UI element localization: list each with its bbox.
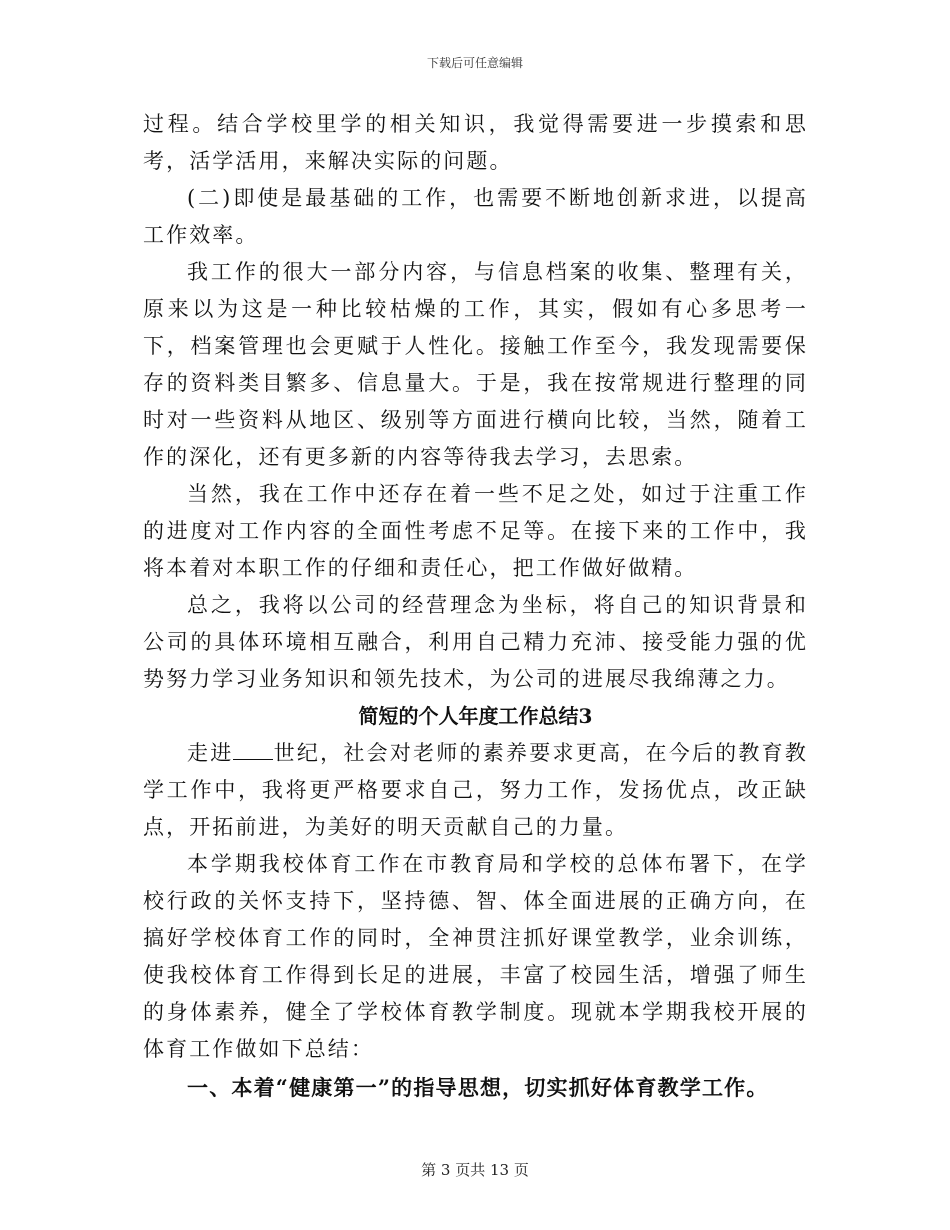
paragraph-1: 过程。结合学校里学的相关知识，我觉得需要进一步摸索和思考，活学活用，来解决实际的问题。 (143, 112, 808, 173)
paragraph-7: 本学期我校体育工作在市教育局和学校的总体布署下，在学校行政的关怀支持下，坚持德、智、体全面进展的正确方向，在搞好学校体育工作的同时，全神贯注抓好课堂教学，业余训练，使我校体育工作得到长足的进展，丰富了校园生活，增强了师生的身体素养，健全了学校体育教学制度。现就本学期我校开展的体育工作做如下总结： (143, 852, 808, 1061)
document-body (143, 106, 808, 1108)
paragraph-6-start: 走进 (187, 741, 234, 765)
fill-in-blank (233, 741, 273, 760)
page-footer: 第 3 页共 13 页 (421, 1161, 529, 1179)
paragraph-2: (二)即使是最基础的工作，也需要不断地创新求进，以提高工作效率。 (143, 186, 808, 247)
paragraph-6 (143, 735, 808, 846)
paragraph-5: 总之，我将以公司的经营理念为坐标，将自己的知识背景和公司的具体环境相互融合，利用自己精力充沛、接受能力强的优势努力学习业务知识和领先技术，为公司的进展尽我绵薄之力。 (143, 593, 808, 691)
paragraph-4: 当然，我在工作中还存在着一些不足之处，如过于注重工作的进度对工作内容的全面性考虑不足等。在接下来的工作中，我将本着对本职工作的仔细和责任心，把工作做好做精。 (143, 482, 808, 580)
paragraph-3: 我工作的很大一部分内容，与信息档案的收集、整理有关，原来以为这是一种比较枯燥的工作，其实，假如有心多思考一下，档案管理也会更赋于人性化。接触工作至今，我发现需要保存的资料类目繁多、信息量大。于是，我在按常规进行整理的同时对一些资料从地区、级别等方面进行横向比较，当然，随着工作的深化，还有更多新的内容等待我去学习，去思索。 (143, 260, 808, 469)
paragraph-6-rest: 世纪，社会对老师的素养要求更高，在今后的教育教学工作中，我将更严格要求自己，努力工作，发扬优点，改正缺点，开拓前进，为美好的明天贡献自己的力量。 (143, 741, 808, 839)
section-heading-1: 一、本着“健康第一”的指导思想，切实抓好体育教学工作。 (187, 1075, 769, 1100)
section-title: 简短的个人年度工作总结3 (358, 704, 593, 728)
page-header: 下载后可任意编辑 (426, 56, 523, 70)
